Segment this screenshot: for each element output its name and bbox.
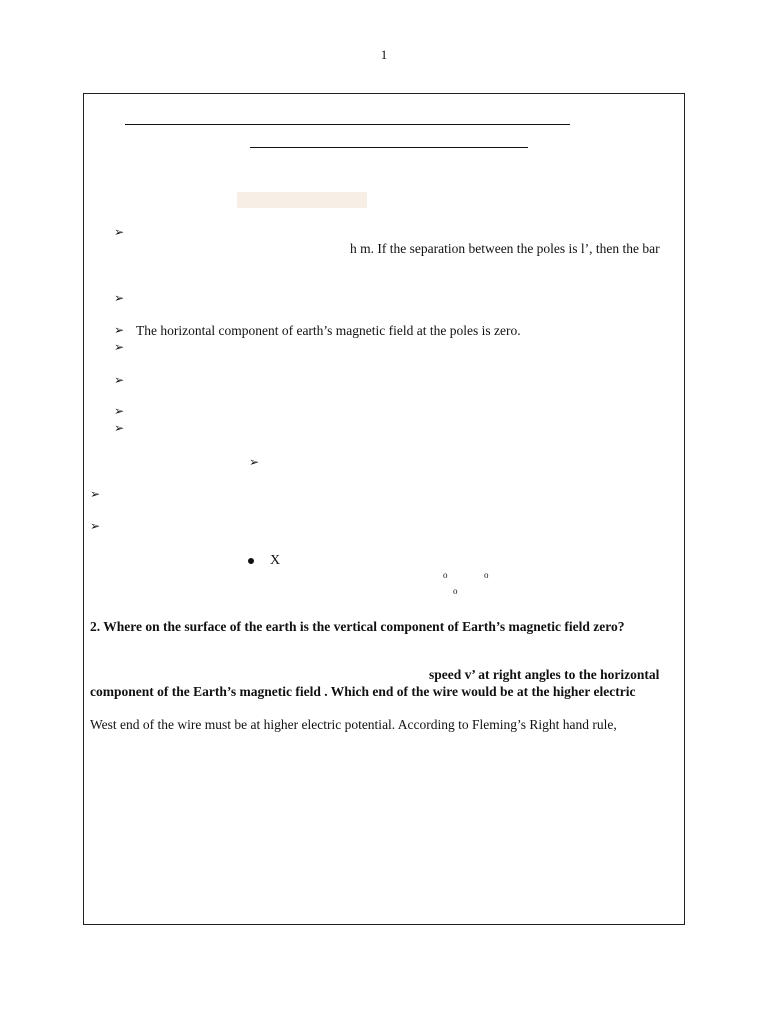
arrow-bullet-icon: ➢ xyxy=(114,225,125,239)
arrow-bullet-icon: ➢ xyxy=(114,323,125,337)
horizontal-component-statement: The horizontal component of earth’s magnetic field at the poles is zero. xyxy=(136,323,521,338)
subtitle-underline xyxy=(250,147,528,148)
content-frame xyxy=(83,93,685,925)
arrow-bullet-icon: ➢ xyxy=(114,373,125,387)
arrow-bullet-icon: ➢ xyxy=(114,421,125,435)
bullet-x-text: X xyxy=(270,553,281,568)
arrow-bullet-icon: ➢ xyxy=(114,291,125,305)
degree-symbol: o xyxy=(453,586,458,596)
bar-magnet-text-fragment: h m. If the separation between the poles is l’, then the bar xyxy=(350,241,660,256)
degree-symbol: o xyxy=(484,570,489,580)
page-number: 1 xyxy=(380,47,388,62)
highlighted-heading-area xyxy=(237,192,367,208)
title-underline xyxy=(125,124,570,125)
arrow-bullet-icon: ➢ xyxy=(114,340,125,354)
round-bullet-icon xyxy=(248,558,254,564)
arrow-bullet-icon: ➢ xyxy=(90,519,101,533)
arrow-bullet-icon: ➢ xyxy=(249,455,260,469)
degree-symbol: o xyxy=(443,570,448,580)
question-3-line-1: speed v’ at right angles to the horizontal xyxy=(429,667,660,682)
answer-3: West end of the wire must be at higher electric potential. According to Fleming’s Right hand rule, xyxy=(90,717,617,732)
arrow-bullet-icon: ➢ xyxy=(114,404,125,418)
question-2: 2. Where on the surface of the earth is the vertical component of Earth’s magnetic field zero? xyxy=(90,619,625,634)
question-3-line-2: component of the Earth’s magnetic field . Which end of the wire would be at the higher electric xyxy=(90,684,636,699)
arrow-bullet-icon: ➢ xyxy=(90,487,101,501)
